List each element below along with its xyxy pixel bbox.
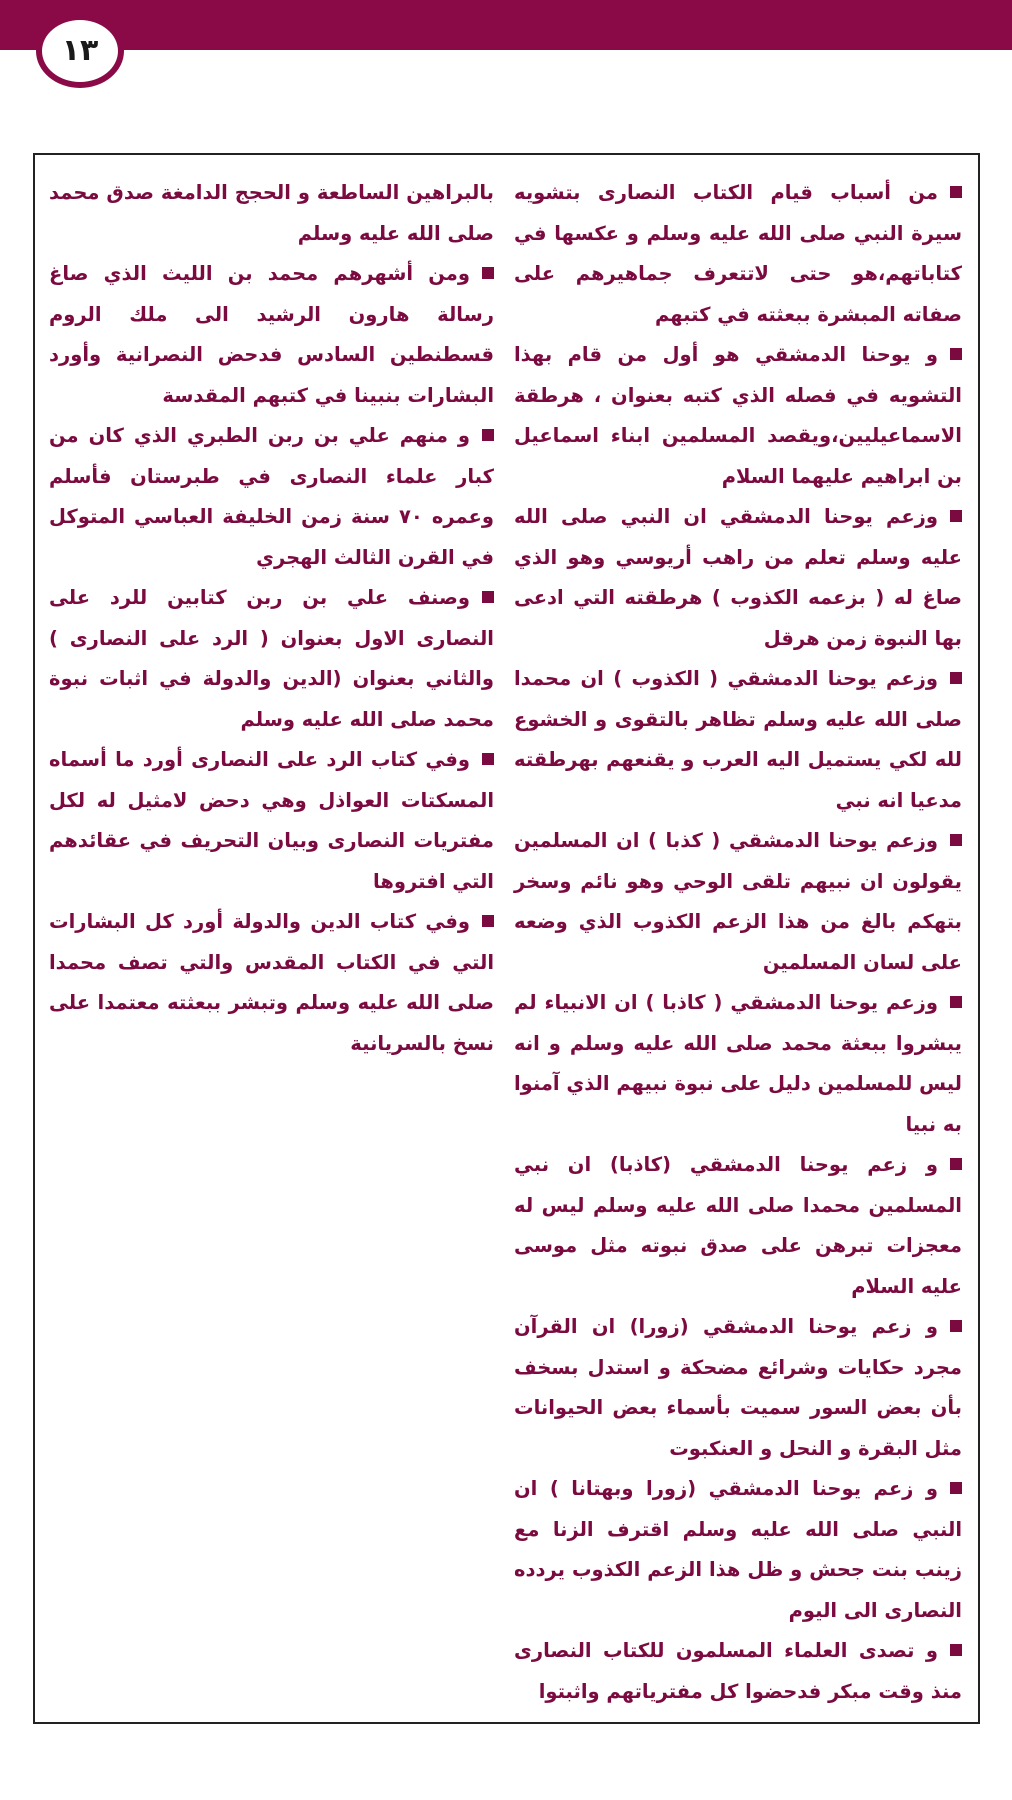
paragraph-text: وفي كتاب الرد على النصارى أورد ما أسماه المسكتات العواذل وهي دحض لامثيل له لكل مفتريات النصارى وبيان التحريف في عقائدهم التي افتروها <box>49 748 494 893</box>
square-bullet-icon <box>482 267 494 279</box>
paragraph-text: و تصدى العلماء المسلمون للكتاب النصارى منذ وقت مبكر فدحضوا كل مفترياتهم واثبتوا <box>514 1639 962 1703</box>
paragraph-text: و زعم يوحنا الدمشقي (زورا وبهتانا ) ان النبي صلى الله عليه وسلم اقترف الزنا مع زينب بنت جحش و ظل هذا الزعم الكذوب يردده النصارى الى اليوم <box>514 1477 962 1622</box>
paragraph-text: و زعم يوحنا الدمشقي (زورا) ان القرآن مجرد حكايات وشرائع مضحكة و استدل بسخف بأن بعض السور سميت بأسماء بعض الحيوانات مثل البقرة و النحل و العنكبوت <box>514 1315 962 1460</box>
right-column <box>514 173 962 1712</box>
square-bullet-icon <box>950 348 962 360</box>
paragraph <box>49 254 494 416</box>
square-bullet-icon <box>950 510 962 522</box>
paragraph-text: وصنف علي بن ربن كتابين للرد على النصارى الاول بعنوان ( الرد على النصارى ) والثاني بعنوان (الدين والدولة في اثبات نبوة محمد صلى الله عليه وسلم <box>49 586 494 731</box>
paragraph <box>49 416 494 578</box>
left-column <box>49 173 494 1064</box>
square-bullet-icon <box>950 1482 962 1494</box>
paragraph <box>514 1307 962 1469</box>
paragraph <box>49 173 494 254</box>
paragraph-text: وفي كتاب الدين والدولة أورد كل البشارات التي في الكتاب المقدس والتي تصف محمدا صلى الله عليه وسلم وتبشر ببعثته معتمدا على نسخ بالسريانية <box>49 910 494 1055</box>
square-bullet-icon <box>950 672 962 684</box>
paragraph <box>514 1631 962 1712</box>
paragraph-text: بالبراهين الساطعة و الحجج الدامغة صدق محمد صلى الله عليه وسلم <box>49 181 494 245</box>
paragraph-text: وزعم يوحنا الدمشقي ان النبي صلى الله عليه وسلم تعلم من راهب أريوسي وهو الذي صاغ له ( بزعمه الكذوب ) هرطقته التي ادعى بها النبوة زمن هرقل <box>514 505 962 650</box>
paragraph <box>49 578 494 740</box>
paragraph <box>514 1145 962 1307</box>
square-bullet-icon <box>950 186 962 198</box>
page-number-badge <box>36 14 124 88</box>
paragraph-text: و منهم علي بن ربن الطبري الذي كان من كبار علماء النصارى في طبرستان فأسلم وعمره ٧٠ سنة زمن الخليفة العباسي المتوكل في القرن الثالث الهجري <box>49 424 494 569</box>
paragraph <box>514 983 962 1145</box>
paragraph <box>49 740 494 902</box>
paragraph <box>514 335 962 497</box>
paragraph <box>514 821 962 983</box>
paragraph <box>49 902 494 1064</box>
square-bullet-icon <box>482 753 494 765</box>
paragraph <box>514 659 962 821</box>
paragraph-text: و زعم يوحنا الدمشقي (كاذبا) ان نبي المسلمين محمدا صلى الله عليه وسلم ليس له معجزات تبرهن على صدق نبوته مثل موسى عليه السلام <box>514 1153 962 1298</box>
paragraph <box>514 173 962 335</box>
paragraph-text: وزعم يوحنا الدمشقي ( كذبا ) ان المسلمين يقولون ان نبيهم تلقى الوحي وهو نائم وسخر بتهكم بالغ من هذا الزعم الكذوب الذي وضعه على لسان المسلمين <box>514 829 962 974</box>
paragraph-text: من أسباب قيام الكتاب النصارى بتشويه سيرة النبي صلى الله عليه وسلم و عكسها في كتاباتهم،هو حتى لاتتعرف جماهيرهم على صفاته المبشرة ببعثته في كتبهم <box>514 181 962 326</box>
page-number: ١٣ <box>61 33 99 68</box>
paragraph <box>514 497 962 659</box>
content-frame <box>33 153 980 1724</box>
header-bar <box>0 0 1012 50</box>
paragraph <box>514 1469 962 1631</box>
paragraph-text: و يوحنا الدمشقي هو أول من قام بهذا التشويه في فصله الذي كتبه بعنوان ، هرطقة الاسماعيليين،ويقصد المسلمين ابناء اسماعيل بن ابراهيم عليهما السلام <box>514 343 962 488</box>
square-bullet-icon <box>482 429 494 441</box>
square-bullet-icon <box>950 996 962 1008</box>
square-bullet-icon <box>482 915 494 927</box>
paragraph-text: وزعم يوحنا الدمشقي ( الكذوب ) ان محمدا صلى الله عليه وسلم تظاهر بالتقوى و الخشوع لله لكي يستميل اليه العرب و يقنعهم بهرطقته مدعيا انه نبي <box>514 667 962 812</box>
square-bullet-icon <box>950 1644 962 1656</box>
square-bullet-icon <box>950 1320 962 1332</box>
paragraph-text: وزعم يوحنا الدمشقي ( كاذبا ) ان الانبياء لم يبشروا ببعثة محمد صلى الله عليه وسلم و انه ليس للمسلمين دليل على نبوة نبيهم الذي آمنوا به نبيا <box>513 991 962 1136</box>
paragraph-text: ومن أشهرهم محمد بن الليث الذي صاغ رسالة هارون الرشيد الى ملك الروم قسطنطين السادس فدحض النصرانية وأورد البشارات بنبينا في كتبهم المقدسة <box>49 262 494 407</box>
square-bullet-icon <box>950 834 962 846</box>
square-bullet-icon <box>950 1158 962 1170</box>
square-bullet-icon <box>482 591 494 603</box>
